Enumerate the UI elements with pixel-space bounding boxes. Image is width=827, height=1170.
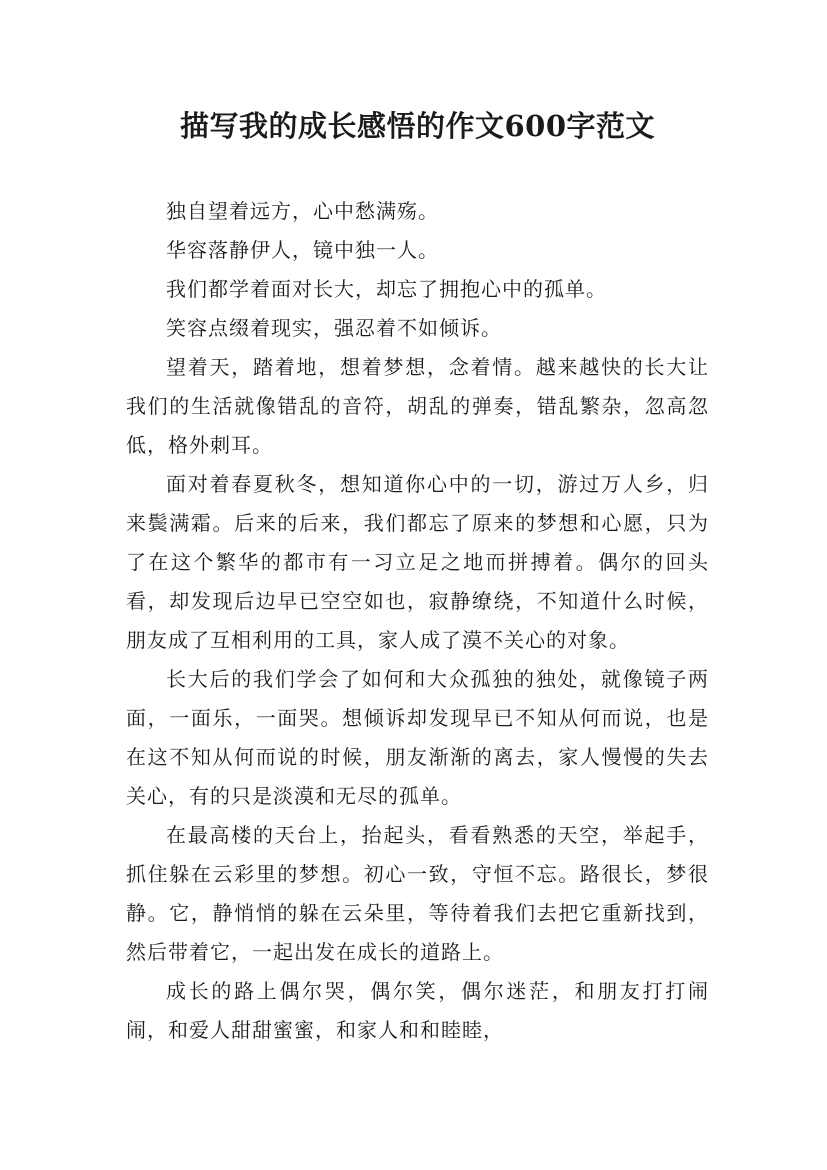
paragraph: 长大后的我们学会了如何和大众孤独的独处，就像镜子两面，一面乐，一面哭。想倾诉却发现早已不知从何而说，也是在这不知从何而说的时候，朋友渐渐的离去，家人慢慢的失去关心，有的只是淡漠和无尽的孤单。 bbox=[126, 667, 709, 808]
paragraph: 望着天，踏着地，想着梦想，念着情。越来越快的长大让我们的生活就像错乱的音符，胡乱的弹奏，错乱繁杂，忽高忽低，格外刺耳。 bbox=[126, 355, 709, 457]
document-title: 描写我的成长感悟的作文600字范文 bbox=[179, 109, 656, 143]
paragraph: 我们都学着面对长大，却忘了拥抱心中的孤单。 bbox=[166, 277, 607, 301]
paragraph: 笑容点缀着现实，强忍着不如倾诉。 bbox=[166, 316, 502, 340]
paragraph: 面对着春夏秋冬，想知道你心中的一切，游过万人乡，归来鬓满霜。后来的后来，我们都忘了原来的梦想和心愿，只为了在这个繁华的都市有一习立足之地而拼搏着。偶尔的回头看，却发现后边早已空空如也，寂静缭绕，不知道什么时候，朋友成了互相利用的工具，家人成了漠不关心的对象。 bbox=[126, 472, 709, 652]
document-body bbox=[126, 192, 709, 1050]
paragraph: 在最高楼的天台上，抬起头，看看熟悉的天空，举起手，抓住躲在云彩里的梦想。初心一致，守恒不忘。路很长，梦很静。它，静悄悄的躲在云朵里，等待着我们去把它重新找到，然后带着它，一起出发在成长的道路上。 bbox=[126, 823, 709, 964]
paragraph: 成长的路上偶尔哭，偶尔笑，偶尔迷茫，和朋友打打闹闹，和爱人甜甜蜜蜜，和家人和和睦睦， bbox=[126, 979, 709, 1042]
paragraph: 华容落静伊人，镜中独一人。 bbox=[166, 238, 439, 262]
paragraph: 独自望着远方，心中愁满殇。 bbox=[166, 199, 439, 223]
